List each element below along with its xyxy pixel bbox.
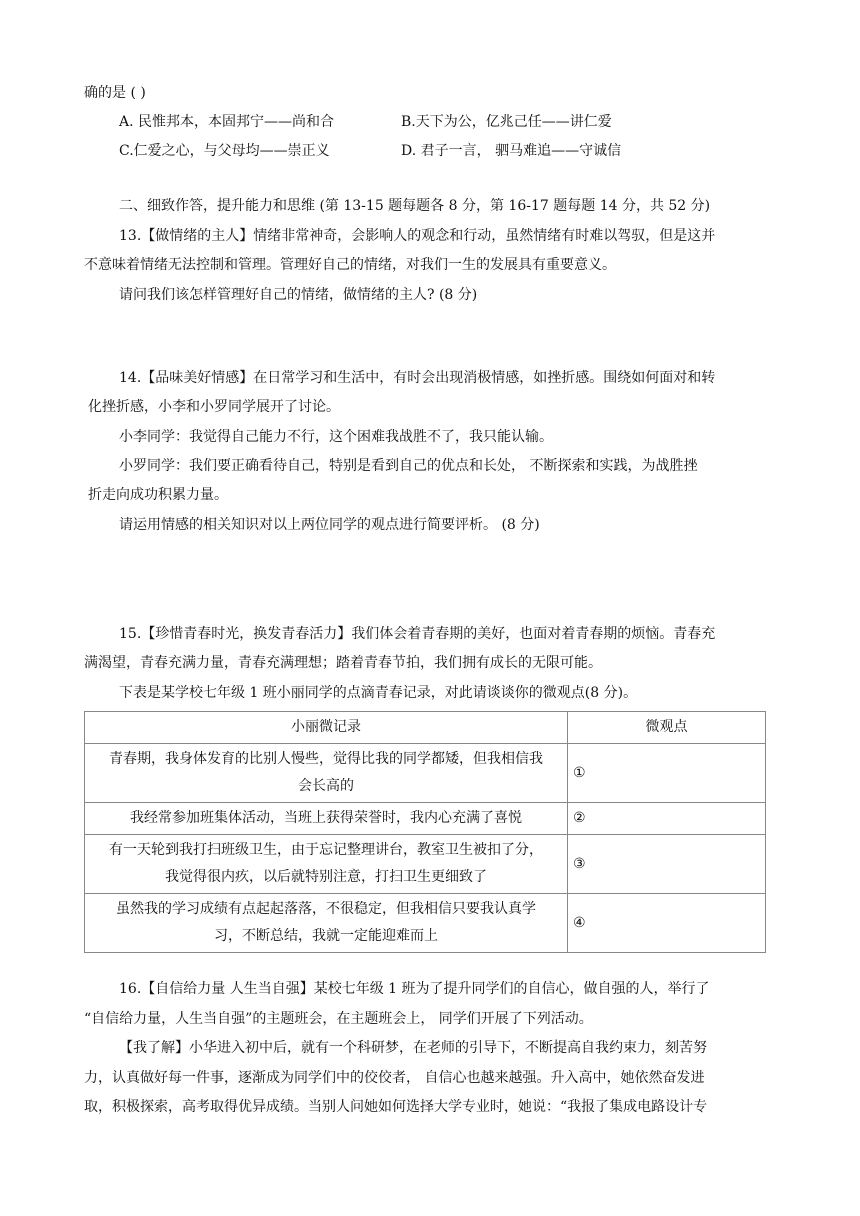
table-header-row xyxy=(85,712,766,744)
view-cell: ① xyxy=(568,744,766,803)
q16-line2: “自信给力量，人生当自强”的主题班会，在主题班会上， 同学们开展了下列活动。 xyxy=(84,1011,593,1027)
q16-line5: 取，积极探索，高考取得优异成绩。当别人问她如何选择大学专业时，她说：“我报了集成电路设计专 xyxy=(84,1099,708,1115)
table-row xyxy=(85,803,766,835)
q16-line4: 力，认真做好每一件事，逐渐成为同学们中的佼佼者， 自信心也越来越强。升入高中，她依然奋发进 xyxy=(84,1070,705,1086)
section2-heading: 二、细致作答，提升能力和思维 (第 13-15 题每题各 8 分，第 16-17 题每题 14 分，共 52 分) xyxy=(119,198,711,214)
record-text-line1: 青春期，我身体发育的比别人慢些，觉得比我的同学都矮，但我相信我 xyxy=(109,751,543,767)
record-cell xyxy=(85,803,568,835)
view-cell: ③ xyxy=(568,835,766,894)
q12-option-a: A. 民惟邦本，本固邦宁——尚和合 xyxy=(119,114,335,130)
q15-question: 下表是某学校七年级 1 班小丽同学的点滴青春记录，对此请谈谈你的微观点(8 分)。 xyxy=(119,685,638,701)
header-record: 小丽微记录 xyxy=(85,712,568,744)
view-cell: ④ xyxy=(568,894,766,953)
record-cell xyxy=(85,744,568,803)
table-row xyxy=(85,744,766,803)
view-cell: ② xyxy=(568,803,766,835)
q16-line3: 【我了解】小华进入初中后，就有一个科研梦，在老师的引导下，不断提高自我约束力，刻苦努 xyxy=(119,1040,707,1056)
q12-stem-tail: 确的是 ( ) xyxy=(84,85,146,101)
q14-luo-opinion-line1: 小罗同学：我们要正确看待自己，特别是看到自己的优点和长处， 不断探索和实践，为战胜挫 xyxy=(119,458,698,474)
q15-line1: 15.【珍惜青春时光，换发青春活力】我们体会着青春期的美好，也面对着青春期的烦恼。青春充 xyxy=(119,626,716,642)
q15-line2: 满渴望，青春充满力量，青春充满理想；踏着青春节拍，我们拥有成长的无限可能。 xyxy=(84,655,602,671)
record-text-line1: 虽然我的学习成绩有点起起落落，不很稳定，但我相信只要我认真学 xyxy=(116,901,536,917)
record-text-line2: 我觉得很内疚，以后就特别注意，打扫卫生更细致了 xyxy=(165,869,487,885)
record-text-line2: 会长高的 xyxy=(298,778,354,794)
q12-option-c: C.仁爱之心，与父母均——崇正义 xyxy=(119,143,330,159)
q14-line1: 14.【品味美好情感】在日常学习和生活中，有时会出现消极情感，如挫折感。围绕如何面对和转 xyxy=(119,370,716,386)
q14-li-opinion: 小李同学：我觉得自己能力不行，这个困难我战胜不了，我只能认输。 xyxy=(119,429,553,445)
q15-record-table xyxy=(84,711,766,953)
q12-option-d: D. 君子一言， 驷马难追——守诚信 xyxy=(401,143,622,159)
q13-line1: 13.【做情绪的主人】情绪非常神奇，会影响人的观念和行动，虽然情绪有时难以驾驭，但是这并 xyxy=(119,228,716,244)
q16-line1: 16.【自信给力量 人生当自强】某校七年级 1 班为了提升同学们的自信心，做自强的人，举行了 xyxy=(119,981,710,997)
q12-option-b: B.天下为公，亿兆己任——讲仁爱 xyxy=(401,114,612,130)
record-cell xyxy=(85,835,568,894)
q13-line2: 不意味着情绪无法控制和管理。管理好自己的情绪，对我们一生的发展具有重要意义。 xyxy=(84,257,616,273)
q14-luo-opinion-line2: 折走向成功积累力量。 xyxy=(88,487,228,503)
record-text-line1: 我经常参加班集体活动，当班上获得荣誉时，我内心充满了喜悦 xyxy=(130,810,522,826)
table-row xyxy=(85,894,766,953)
record-text-line1: 有一天轮到我打扫班级卫生，由于忘记整理讲台，教室卫生被扣了分， xyxy=(109,842,543,858)
header-view: 微观点 xyxy=(568,712,766,744)
q14-question: 请运用情感的相关知识对以上两位同学的观点进行简要评析。 (8 分) xyxy=(119,517,540,533)
table-row xyxy=(85,835,766,894)
q14-line2: 化挫折感，小李和小罗同学展开了讨论。 xyxy=(88,399,340,415)
record-text-line2: 习，不断总结，我就一定能迎难而上 xyxy=(214,928,438,944)
record-cell xyxy=(85,894,568,953)
q13-question: 请问我们该怎样管理好自己的情绪，做情绪的主人? (8 分) xyxy=(119,287,478,303)
